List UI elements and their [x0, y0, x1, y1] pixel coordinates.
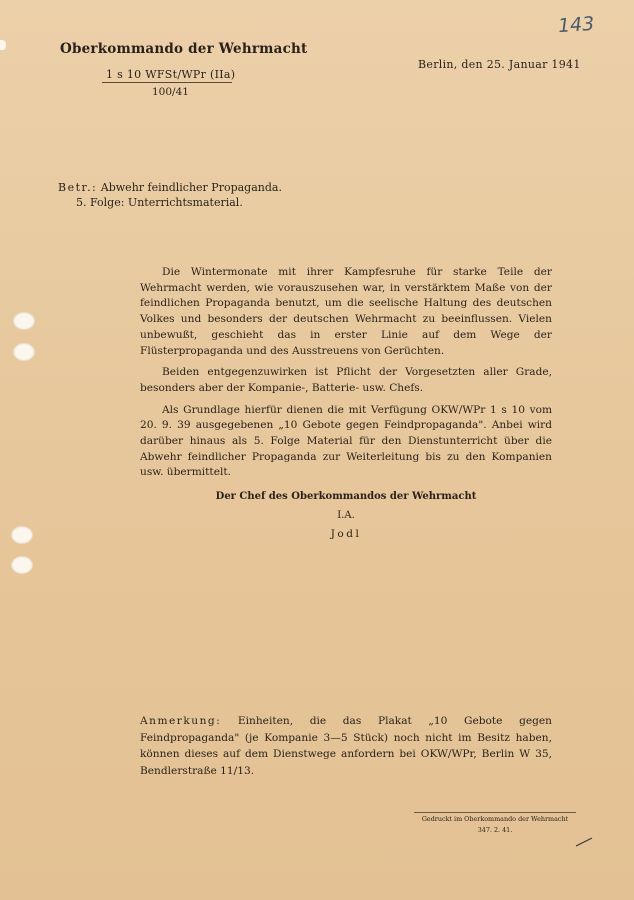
signature-name: Jodl: [330, 528, 362, 540]
body-paragraph-2: Beiden entgegenzuwirken ist Pflicht der Vorgesetzten aller Grade, besonders aber der Kompanie-, Batterie- usw. Chefs.: [140, 366, 552, 394]
reference-number: 1 s 10 WFSt/WPr (IIa): [106, 68, 236, 81]
printer-imprint: Gedruckt im Oberkommando der Wehrmacht: [421, 815, 569, 823]
subject-label: Betr.:: [58, 181, 98, 194]
subject-line-2: 5. Folge: Unterrichtsmaterial.: [76, 196, 243, 209]
punch-hole-icon: [11, 526, 33, 544]
signature-by-order: I.A.: [337, 510, 355, 521]
punch-hole-icon: [13, 343, 35, 361]
pencil-tick-icon: [574, 836, 594, 848]
punch-hole-icon: [13, 312, 35, 330]
subject-line-1: Abwehr feindlicher Propaganda.: [100, 181, 282, 194]
remark-label: Anmerkung:: [140, 715, 222, 727]
subject-block: [58, 180, 282, 210]
letter-body: [140, 265, 552, 487]
signature-title: Der Chef des Oberkommandos der Wehrmacht: [215, 491, 477, 502]
edge-notch: [0, 40, 6, 50]
body-paragraph-3: Als Grundlage hierfür dienen die mit Verfügung OKW/WPr 1 s 10 vom 20. 9. 39 ausgegebenen „10 Gebote gegen Feindpropaganda". Anbei wird darüber hinaus als 5. Folge Material für den Dienstunterricht über die Abwehr feindlicher Propaganda zur Weiterleitung bis zu den Kompanien usw. übermittelt.: [140, 403, 552, 479]
printer-divider: [414, 812, 576, 813]
reference-divider: [102, 82, 232, 83]
place-and-date: Berlin, den 25. Januar 1941: [418, 58, 581, 71]
remark-text: Einheiten, die das Plakat „10 Gebote gegen Feindpropaganda" (je Kompanie 3—5 Stück) noch nicht im Besitz haben, können dieses auf dem Dienstwege anfordern bei OKW/WPr, Berlin W 35, Bendlerstraße 11/13.: [140, 715, 552, 777]
punch-hole-icon: [11, 556, 33, 574]
print-code: 347. 2. 41.: [477, 826, 513, 834]
reference-sub-number: 100/41: [152, 86, 189, 98]
remark-note: [140, 713, 552, 779]
organization-heading: Oberkommando der Wehrmacht: [60, 41, 308, 57]
body-paragraph-1: Die Wintermonate mit ihrer Kampfesruhe für starke Teile der Wehrmacht werden, wie vorauszusehen war, in verstärktem Maße von der feindlichen Propaganda benutzt, um die seelische Haltung des deutschen Volkes und besonders der deutschen Wehrmacht zu beeinflussen. Vielen unbewußt, geschieht das in erster Linie auf dem Wege der Flüsterpropaganda und des Ausstreuens von Gerüchten.: [140, 266, 552, 357]
folio-number: 143: [557, 12, 595, 38]
